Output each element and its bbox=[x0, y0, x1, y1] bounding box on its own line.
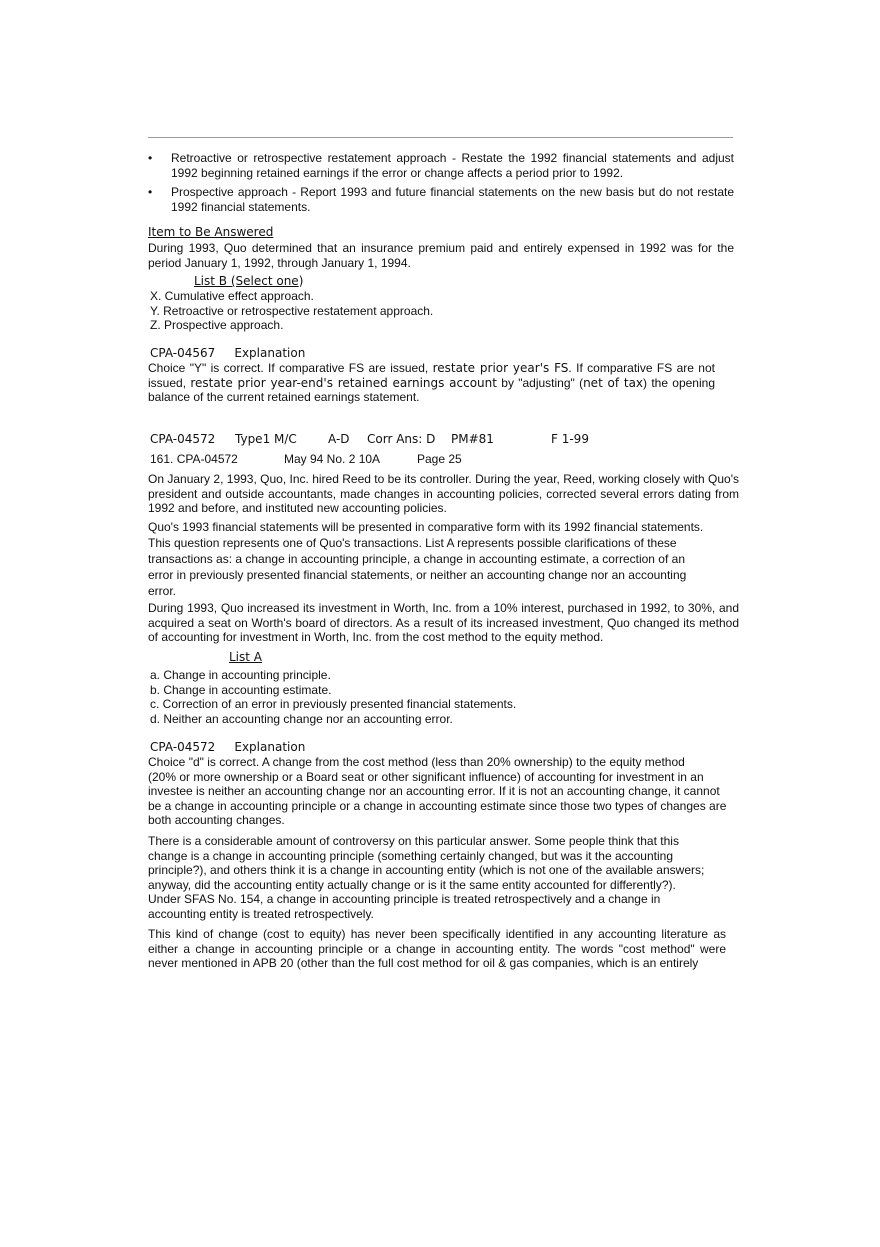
list-b-heading-paren: ) bbox=[298, 274, 304, 288]
question-type: Type1 M/C bbox=[235, 432, 297, 446]
bullet-text: Prospective approach - Report 1993 and future financial statements on the new basis but do not restate 1992 financial statements. bbox=[171, 185, 734, 214]
list-a-option-a: a. Change in accounting principle. bbox=[150, 668, 331, 682]
expl-part: ) the opening balance of the current retained earnings statement. bbox=[148, 375, 715, 404]
controversy-paragraph bbox=[148, 834, 741, 921]
pm-number: PM#81 bbox=[451, 432, 494, 446]
top-rule bbox=[148, 137, 733, 138]
explanation-heading: CPA-04572 Explanation bbox=[150, 740, 306, 754]
explanation-text bbox=[148, 755, 741, 828]
expl-part: Choice "Y" is correct. If comparative FS are issued, bbox=[148, 361, 433, 375]
last-paragraph: This kind of change (cost to equity) has never been specifically identified in any accounting literature as either a change in accounting principle or a change in accounting entity. The words "cost method" were never mentioned in APB 20 (other than the full cost method for oil & gas companies, which is an entirely bbox=[148, 927, 726, 970]
text-line: transactions as: a change in accounting principle, a change in accounting estimate, a correction of an bbox=[148, 552, 685, 566]
question-number: 161. CPA-04572 bbox=[150, 452, 238, 466]
text-line: principle?), and others think it is a change in accounting entity (which is not one of the available answers; bbox=[148, 863, 705, 877]
question-paragraph-worth: During 1993, Quo increased its investment in Worth, Inc. from a 10% interest, purchased in 1992, to 30%, and acquired a seat on Worth's board of directors. As a result of its increased investment, Quo changed its method of accounting for investment in Worth, Inc. from the cost method to the equity method. bbox=[148, 601, 739, 644]
explanation-heading: CPA-04567 Explanation bbox=[150, 346, 306, 360]
text-line: (20% or more ownership or a Board seat or other significant influence) of accounting for investment in an bbox=[148, 769, 704, 784]
text-line: Choice "d" is correct. A change from the cost method (less than 20% ownership) to the equity method bbox=[148, 755, 685, 769]
question-id: CPA-04572 bbox=[150, 432, 216, 446]
text-line: There is a considerable amount of controversy on this particular answer. Some people think that this bbox=[148, 834, 679, 848]
text-line: both accounting changes. bbox=[148, 813, 285, 827]
list-b-option-z: Z. Prospective approach. bbox=[150, 318, 284, 332]
page-reference: Page 25 bbox=[417, 452, 462, 466]
text-line: accounting entity is treated retrospectively. bbox=[148, 906, 374, 921]
text-line: investee is neither an accounting change nor an accounting error. If it is not an accounting change, it cannot bbox=[148, 784, 720, 798]
text-line: Quo's 1993 financial statements will be presented in comparative form with its 1992 financial statements. bbox=[148, 520, 704, 534]
list-a-heading: List A bbox=[229, 650, 262, 664]
question-range: A-D bbox=[328, 432, 350, 446]
text-line: Under SFAS No. 154, a change in accounting principle is treated retrospectively and a change in bbox=[148, 892, 661, 906]
list-a-option-d: d. Neither an accounting change nor an accounting error. bbox=[150, 712, 453, 726]
list-b-heading-text: List B (Select one bbox=[194, 274, 299, 288]
question-paragraph-comparative bbox=[148, 520, 741, 599]
expl-part: by "adjusting" ( bbox=[496, 375, 584, 390]
text-line: change is a change in accounting principle (something certainly changed, but was it the accounting bbox=[148, 848, 673, 863]
expl-emphasis: net of tax bbox=[583, 375, 644, 390]
text-line: This question represents one of Quo's transactions. List A represents possible clarifications of these bbox=[148, 536, 677, 550]
correct-answer: Corr Ans: D bbox=[367, 432, 436, 446]
explanation-text bbox=[148, 361, 715, 405]
expl-emphasis: restate prior year-end's retained earnings account bbox=[190, 375, 497, 390]
bullet-text: Retroactive or retrospective restatement approach - Restate the 1992 financial statements and adjust 1992 beginning retained earnings if the error or change affects a period prior to 1992. bbox=[171, 151, 734, 180]
expl-emphasis: restate prior year's FS bbox=[432, 361, 569, 375]
bullet-symbol: • bbox=[148, 185, 153, 199]
bullet-symbol: • bbox=[148, 151, 153, 165]
text-line: error. bbox=[148, 584, 177, 598]
text-line: anyway, did the accounting entity actually change or is it the same entity accounted for differently?). bbox=[148, 877, 676, 892]
list-b-heading bbox=[194, 274, 303, 289]
item-text: During 1993, Quo determined that an insurance premium paid and entirely expensed in 1992 was for the period January 1, 1992, through January 1, 1994. bbox=[148, 241, 734, 270]
expl-part: . If comparative FS are not issued, bbox=[148, 361, 715, 390]
item-heading: Item to Be Answered bbox=[148, 225, 274, 239]
question-paragraph-intro: On January 2, 1993, Quo, Inc. hired Reed to be its controller. During the year, Reed, working closely with Quo's president and outside accountants, made changes in accounting policies, corrected several errors dating from 1992 and before, and instituted new accounting policies. bbox=[148, 472, 739, 515]
list-a-option-c: c. Correction of an error in previously presented financial statements. bbox=[150, 697, 517, 711]
text-line: error in previously presented financial statements, or neither an accounting change nor an accounting bbox=[148, 568, 687, 582]
exam-reference: May 94 No. 2 10A bbox=[284, 452, 381, 466]
list-a-option-b: b. Change in accounting estimate. bbox=[150, 683, 332, 697]
list-b-option-x: X. Cumulative effect approach. bbox=[150, 289, 314, 303]
list-b-option-y: Y. Retroactive or retrospective restatement approach. bbox=[150, 304, 434, 318]
text-line: be a change in accounting principle or a change in accounting estimate since those two types of changes are bbox=[148, 798, 727, 813]
form-code: F 1-99 bbox=[551, 432, 589, 446]
